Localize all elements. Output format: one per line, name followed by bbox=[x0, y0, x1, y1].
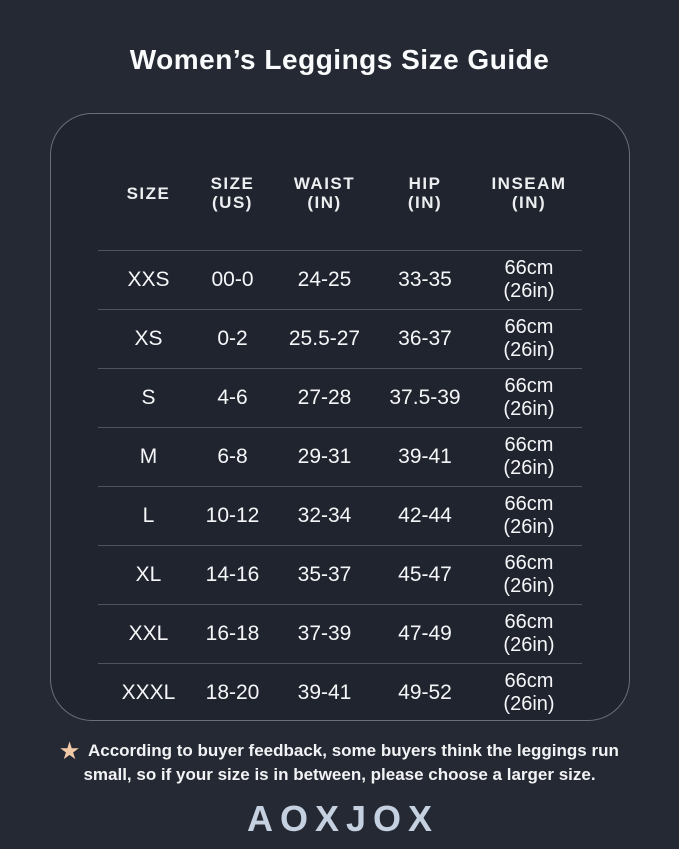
cell-waist: 24-25 bbox=[276, 251, 374, 310]
header-line1: INSEAM bbox=[491, 174, 567, 193]
cell-inseam bbox=[477, 605, 582, 664]
cell-hip: 33-35 bbox=[374, 251, 477, 310]
header-row bbox=[98, 114, 582, 251]
cell-size-us: 4-6 bbox=[190, 369, 276, 428]
header-line2: (IN) bbox=[307, 193, 342, 212]
brand-logo: AOXJOX bbox=[246, 798, 440, 839]
cell-waist: 29-31 bbox=[276, 428, 374, 487]
cell-inseam bbox=[477, 369, 582, 428]
table-row bbox=[98, 369, 582, 428]
cell-hip: 37.5-39 bbox=[374, 369, 477, 428]
table-row bbox=[98, 664, 582, 722]
col-header-size bbox=[98, 114, 190, 251]
inseam-in: (26in) bbox=[503, 516, 555, 538]
cell-size: M bbox=[98, 428, 190, 487]
cell-size: XXL bbox=[98, 605, 190, 664]
cell-hip: 45-47 bbox=[374, 546, 477, 605]
fit-note-line-1 bbox=[0, 739, 679, 763]
cell-waist: 32-34 bbox=[276, 487, 374, 546]
header-line1: HIP bbox=[408, 174, 442, 193]
table-row bbox=[98, 251, 582, 310]
cell-waist: 25.5-27 bbox=[276, 310, 374, 369]
cell-waist: 35-37 bbox=[276, 546, 374, 605]
table-row bbox=[98, 546, 582, 605]
col-header-size-us bbox=[190, 114, 276, 251]
table-row bbox=[98, 310, 582, 369]
cell-size: XXXL bbox=[121, 681, 176, 704]
page-title: Women’s Leggings Size Guide bbox=[129, 44, 550, 75]
cell-inseam bbox=[477, 428, 582, 487]
cell-size-us: 6-8 bbox=[190, 428, 276, 487]
header-line1: SIZE bbox=[126, 183, 171, 203]
cell-hip: 36-37 bbox=[374, 310, 477, 369]
header-line1: SIZE bbox=[210, 174, 255, 193]
cell-inseam bbox=[477, 664, 582, 722]
cell-size: L bbox=[98, 487, 190, 546]
header-line2: (IN) bbox=[407, 193, 443, 212]
cell-inseam bbox=[477, 310, 582, 369]
size-chart-table bbox=[98, 114, 582, 721]
inseam-in: (26in) bbox=[503, 575, 555, 597]
note-text-line1: According to buyer feedback, some buyers think the leggings run bbox=[87, 741, 619, 760]
cell-size-us: 14-16 bbox=[190, 546, 276, 605]
cell-size-us: 00-0 bbox=[190, 251, 276, 310]
cell-size: XS bbox=[98, 310, 190, 369]
col-header-waist bbox=[276, 114, 374, 251]
cell-waist: 37-39 bbox=[276, 605, 374, 664]
cell-size: XXS bbox=[98, 251, 190, 310]
cell-hip: 49-52 bbox=[398, 681, 452, 704]
inseam-in: (26in) bbox=[503, 339, 555, 361]
header-line2: (IN) bbox=[511, 193, 547, 212]
size-chart-card bbox=[50, 113, 630, 721]
cell-size-us: 18-20 bbox=[205, 681, 260, 704]
table-row bbox=[98, 428, 582, 487]
inseam-in: (26in) bbox=[503, 634, 555, 656]
cell-size: XL bbox=[98, 546, 190, 605]
cell-waist: 27-28 bbox=[276, 369, 374, 428]
cell-size-us: 16-18 bbox=[190, 605, 276, 664]
table-row bbox=[98, 605, 582, 664]
cell-inseam bbox=[477, 251, 582, 310]
header-line1: WAIST bbox=[293, 174, 356, 193]
cell-inseam bbox=[477, 487, 582, 546]
star-icon: ★ bbox=[60, 740, 79, 763]
cell-inseam bbox=[477, 546, 582, 605]
cell-size: S bbox=[98, 369, 190, 428]
col-header-inseam bbox=[477, 114, 582, 251]
table-row bbox=[98, 487, 582, 546]
cell-size-us: 0-2 bbox=[190, 310, 276, 369]
col-header-hip bbox=[374, 114, 477, 251]
fit-note-line-2: small, so if your size is in between, please choose a larger size. bbox=[83, 765, 596, 784]
inseam-cm: 66cm bbox=[504, 552, 554, 574]
inseam-cm: 66cm bbox=[504, 611, 554, 633]
cell-size-us: 10-12 bbox=[190, 487, 276, 546]
cell-hip: 39-41 bbox=[374, 428, 477, 487]
inseam-cm: 66cm bbox=[504, 434, 554, 456]
inseam-in: (26in) bbox=[503, 457, 555, 479]
inseam-cm: 66cm bbox=[504, 257, 554, 279]
fit-note bbox=[0, 739, 679, 786]
inseam-in: (26in) bbox=[503, 693, 555, 715]
inseam-cm: 66cm bbox=[504, 375, 554, 397]
cell-hip: 47-49 bbox=[374, 605, 477, 664]
inseam-cm: 66cm bbox=[504, 670, 554, 692]
inseam-in: (26in) bbox=[503, 280, 555, 302]
inseam-in: (26in) bbox=[503, 398, 555, 420]
inseam-cm: 66cm bbox=[504, 316, 554, 338]
cell-hip: 42-44 bbox=[374, 487, 477, 546]
inseam-cm: 66cm bbox=[504, 493, 554, 515]
cell-waist: 39-41 bbox=[297, 681, 352, 704]
header-line2: (US) bbox=[212, 193, 253, 212]
